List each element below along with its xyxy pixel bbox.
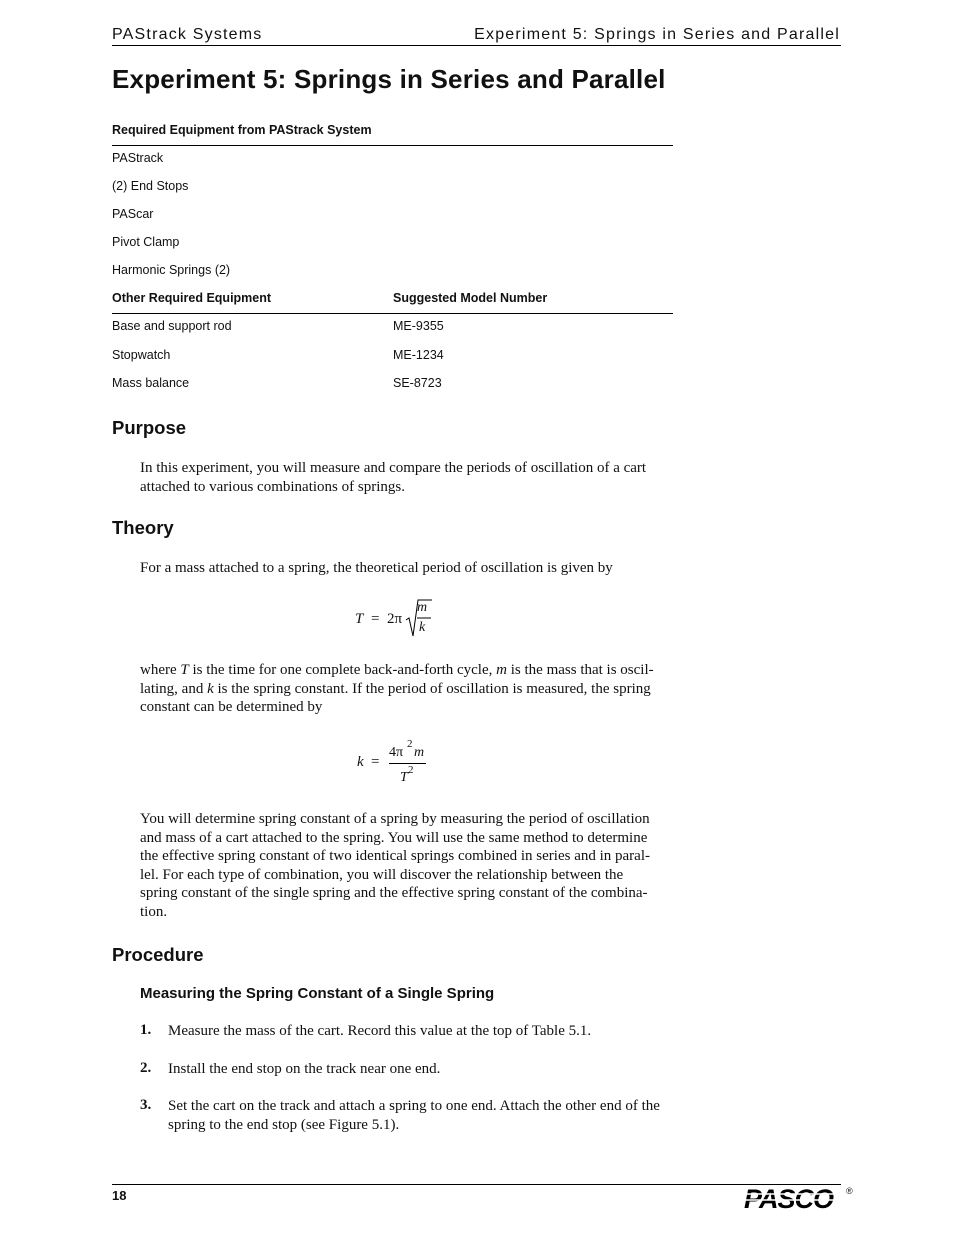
step-number: 3. xyxy=(140,1097,152,1113)
eq2-denominator-exponent: 2 xyxy=(408,764,414,776)
model-number-heading: Suggested Model Number xyxy=(393,291,548,305)
theory-body-line: the effective spring constant of two identical springs combined in series and in paral- xyxy=(140,848,650,865)
svg-text:PASCO: PASCO xyxy=(744,1184,834,1212)
eq1-denominator: k xyxy=(419,620,426,635)
pasco-logo xyxy=(742,1184,842,1212)
other-equipment-rule xyxy=(112,313,673,314)
step-number: 1. xyxy=(140,1022,152,1038)
where-line: lating, and k is the spring constant. If the period of oscillation is measured, the spring xyxy=(140,680,651,697)
equipment-item: Pivot Clamp xyxy=(112,235,180,249)
running-header-left: PAStrack Systems xyxy=(112,26,263,43)
theory-body-line: You will determine spring constant of a spring by measuring the period of oscillation xyxy=(140,811,650,827)
theory-heading: Theory xyxy=(112,517,174,538)
required-equipment-rule xyxy=(112,145,673,146)
eq2-denominator-variable: T xyxy=(400,770,408,785)
theory-intro: For a mass attached to a spring, the theoretical period of oscillation is given by xyxy=(140,560,613,576)
theory-body-paragraph xyxy=(140,810,675,922)
eq1-coefficient: 2π xyxy=(387,611,403,627)
theory-body-line: spring constant of the single spring and the effective spring constant of the combina- xyxy=(140,885,648,902)
equipment-item: PAScar xyxy=(112,207,154,221)
eq2-numerator-variable: m xyxy=(414,745,425,760)
purpose-heading: Purpose xyxy=(112,417,187,438)
eq2-equals: = xyxy=(371,754,380,770)
equipment-item: PAStrack xyxy=(112,151,164,165)
other-equipment-name: Stopwatch xyxy=(112,348,171,362)
equipment-item: (2) End Stops xyxy=(112,179,189,193)
other-equipment-heading: Other Required Equipment xyxy=(112,291,272,305)
theory-where-paragraph xyxy=(140,661,675,717)
footer-rule xyxy=(112,1184,841,1185)
theory-body-line: and mass of a cart attached to the spring. You will use the same method to determine xyxy=(140,829,648,846)
required-equipment-heading: Required Equipment from PAStrack System xyxy=(112,123,372,137)
other-equipment-model: SE-8723 xyxy=(393,376,442,390)
step-text: Install the end stop on the track near one end. xyxy=(168,1061,441,1077)
purpose-line: attached to various combinations of springs. xyxy=(140,478,405,495)
procedure-heading: Procedure xyxy=(112,944,204,965)
step-number: 2. xyxy=(140,1060,152,1076)
procedure-subheading: Measuring the Spring Constant of a Single Spring xyxy=(140,985,495,1002)
page-title: Experiment 5: Springs in Series and Parallel xyxy=(112,64,666,94)
running-header-right: Experiment 5: Springs in Series and Parallel xyxy=(474,26,840,43)
other-equipment-name: Base and support rod xyxy=(112,319,232,333)
other-equipment-model: ME-1234 xyxy=(393,348,444,362)
where-line: where T is the time for one complete back-and-forth cycle, m is the mass that is oscil- xyxy=(140,662,654,678)
purpose-paragraph xyxy=(140,459,675,496)
other-equipment-model: ME-9355 xyxy=(393,319,444,333)
eq1-equals: = xyxy=(371,611,380,627)
eq1-numerator: m xyxy=(417,600,428,615)
eq2-numerator-coefficient: 4π xyxy=(389,745,404,760)
purpose-line: In this experiment, you will measure and compare the periods of oscillation of a cart xyxy=(140,460,647,476)
eq2-lhs: k xyxy=(357,754,364,770)
equipment-item: Harmonic Springs (2) xyxy=(112,263,231,277)
where-line: constant can be determined by xyxy=(140,699,323,716)
header-rule xyxy=(112,45,841,46)
theory-body-line: lel. For each type of combination, you will discover the relationship between the xyxy=(140,866,624,883)
eq1-lhs: T xyxy=(355,611,364,627)
step-text: Set the cart on the track and attach a spring to one end. Attach the other end of the spring to the end stop (see Figure 5.1). xyxy=(168,1098,660,1133)
other-equipment-name: Mass balance xyxy=(112,376,190,390)
step-text: Measure the mass of the cart. Record this value at the top of Table 5.1. xyxy=(168,1023,592,1039)
eq2-numerator-exponent: 2 xyxy=(407,738,413,750)
registered-mark: ® xyxy=(846,1186,853,1196)
page-number: 18 xyxy=(112,1188,127,1203)
theory-body-line: tion. xyxy=(140,903,168,920)
